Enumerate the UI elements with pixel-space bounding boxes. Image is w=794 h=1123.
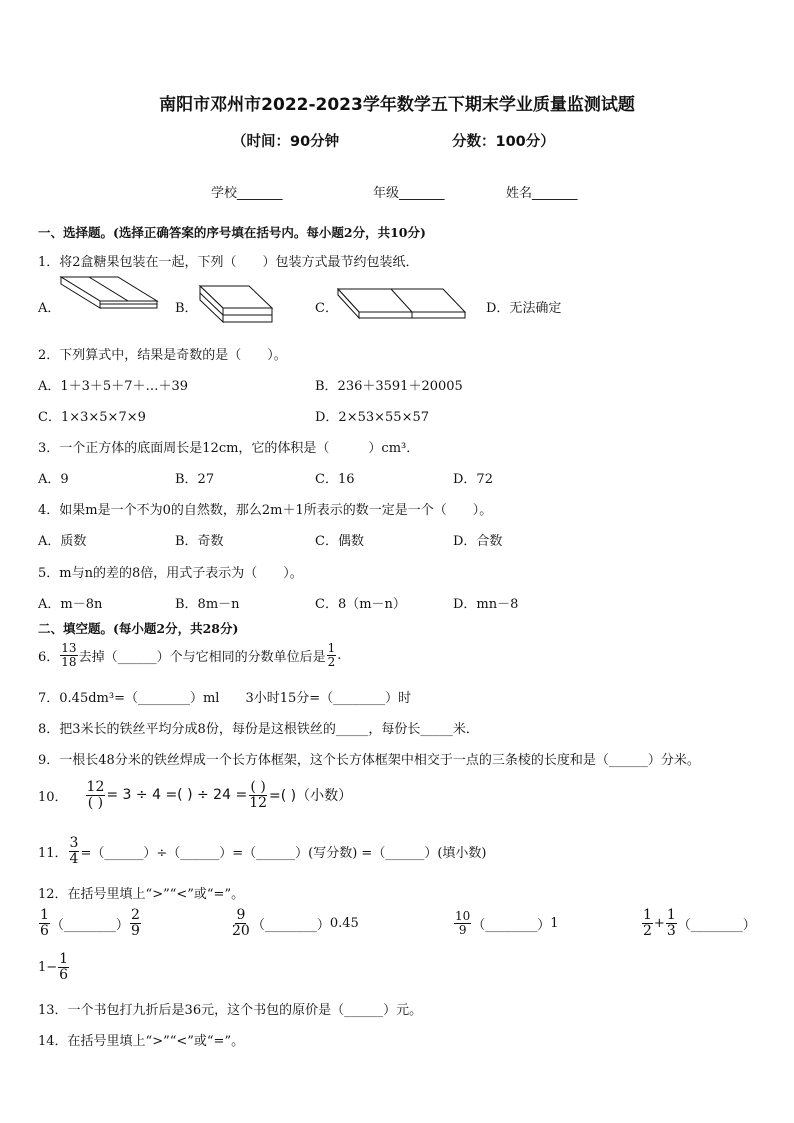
question-3-option-d[interactable]: D．72	[453, 472, 493, 487]
section-2-heading: 二、填空题。(每小题2分，共28分)	[38, 621, 239, 636]
question-1-stem: 1．将2盒糖果包装在一起，下列（ ）包装方式最节约包装纸．	[38, 255, 419, 270]
frac-num: 1	[327, 641, 336, 655]
frac-num: 2	[130, 907, 140, 923]
frac-den: 4	[69, 850, 79, 867]
question-10-tail: =( )（小数）	[269, 788, 353, 805]
fraction-1-6	[39, 908, 50, 938]
compare-blank[interactable]: （________）	[472, 917, 551, 933]
plus-sign: +	[653, 915, 665, 931]
compare-lead: 1−	[38, 959, 58, 975]
question-1-option-a[interactable]: A．	[38, 301, 61, 316]
question-5-option-a[interactable]: A．m－8n	[38, 597, 103, 612]
frac-den: ( )	[87, 794, 104, 811]
frac-num: 10	[455, 909, 471, 923]
fraction-blank-12	[248, 780, 268, 810]
question-2-option-c[interactable]: C．1×3×5×7×9	[38, 410, 146, 425]
question-5-option-b[interactable]: B．8m－n	[175, 597, 240, 612]
compare-item-5	[38, 952, 70, 982]
question-3-option-a[interactable]: A．9	[38, 472, 69, 487]
question-1-option-c[interactable]: C．	[315, 301, 338, 316]
compare-item-3	[453, 910, 559, 936]
section-1-heading: 一、选择题。(选择正确答案的序号填在括号内。每小题2分，共10分)	[38, 225, 426, 240]
question-2-option-a[interactable]: A．1＋3＋5＋7＋…＋39	[38, 379, 189, 394]
question-10-equation: = 3 ÷ 4 =( ) ÷ 24 =	[106, 787, 248, 804]
frac-num: 13	[61, 641, 77, 655]
question-7: 7．0.45dm³=（________）ml 3小时15分=（________）时	[38, 691, 412, 706]
frac-num: 1	[666, 907, 676, 923]
frac-num: 1	[40, 907, 49, 923]
question-10	[38, 780, 352, 810]
question-6-end: .	[337, 647, 342, 663]
question-5-option-c[interactable]: C．8（m－n）	[315, 597, 406, 612]
compare-item-2	[230, 908, 359, 938]
fraction-1-2	[327, 642, 337, 668]
grade-field[interactable]: 年级_______	[373, 186, 445, 201]
fraction-3-4	[69, 836, 80, 866]
frac-num: 3	[69, 835, 79, 851]
fraction-1-6	[58, 952, 69, 982]
question-2-option-d[interactable]: D．2×53×55×57	[315, 410, 429, 425]
question-14-stem: 14．在括号里填上“>”“<”或“=”。	[38, 1034, 245, 1049]
frac-den: 20	[232, 922, 250, 939]
compare-value: 1	[550, 915, 559, 931]
exam-score: 分数：100分）	[452, 134, 555, 150]
fraction-9-20	[231, 908, 251, 938]
box-arrangement-a-image	[61, 274, 161, 334]
question-13: 13．一个书包打九折后是36元，这个书包的原价是（______）元。	[38, 1003, 423, 1018]
question-4-option-b[interactable]: B．奇数	[175, 534, 224, 549]
frac-den: 12	[249, 794, 268, 811]
question-12-stem: 12．在括号里填上“>”“<”或“=”。	[38, 887, 245, 902]
question-5-option-d[interactable]: D．mn－8	[453, 597, 519, 612]
question-6	[38, 642, 341, 668]
school-field[interactable]: 学校_______	[211, 186, 283, 201]
frac-den: 18	[61, 654, 77, 669]
frac-den: 2	[327, 654, 336, 669]
compare-item-1	[38, 908, 142, 938]
frac-den: 2	[643, 922, 652, 939]
fraction-2-9	[130, 908, 141, 938]
frac-num: 1	[643, 907, 652, 923]
question-4-stem: 4．如果m是一个不为0的自然数，那么2m＋1所表示的数一定是一个（ ）。	[38, 503, 493, 518]
box-arrangement-b-image	[198, 284, 278, 326]
question-9: 9．一根长48分米的铁丝焊成一个长方体框架，这个长方体框架中相交于一点的三条棱的长度和是（______）分米。	[38, 753, 700, 768]
question-6-number: 6．	[38, 649, 60, 665]
question-11	[38, 836, 486, 866]
fraction-10-9	[454, 910, 471, 936]
frac-num: 9	[236, 907, 246, 923]
compare-blank[interactable]: （________）	[251, 917, 330, 933]
compare-blank[interactable]: （________）	[677, 917, 756, 933]
question-4-option-c[interactable]: C．偶数	[315, 534, 364, 549]
compare-value: 0.45	[329, 915, 359, 931]
compare-item-4	[641, 908, 756, 938]
fraction-13-18	[60, 642, 77, 668]
question-5-stem: 5．m与n的差的8倍，用式子表示为（ ）。	[38, 566, 303, 581]
frac-num: 1	[59, 951, 69, 967]
question-11-number: 11．	[38, 845, 68, 861]
question-3-stem: 3．一个正方体的底面周长是12cm，它的体积是（ ）cm³．	[38, 441, 420, 456]
frac-den: 9	[458, 922, 467, 937]
exam-time: （时间：90分钟	[232, 134, 340, 150]
question-2-stem: 2．下列算式中，结果是奇数的是（ ）。	[38, 348, 287, 363]
fraction-1-3	[666, 908, 677, 938]
frac-den: 6	[40, 922, 49, 939]
question-11-text: =（______）÷（______）=（______）(写分数) =（______）(填小数)	[80, 845, 487, 861]
box-arrangement-c-image	[336, 286, 470, 322]
compare-blank[interactable]: （________）	[50, 917, 129, 933]
fraction-1-2	[642, 908, 653, 938]
question-8: 8．把3米长的铁丝平均分成8份，每份是这根铁丝的_____，每份长_____米．	[38, 722, 479, 737]
page-title: 南阳市邓州市2022-2023学年数学五下期末学业质量监测试题	[159, 95, 635, 115]
question-10-number: 10．	[38, 789, 68, 805]
question-1-option-b[interactable]: B．	[175, 301, 198, 316]
question-3-option-b[interactable]: B．27	[175, 472, 215, 487]
question-6-text: 去掉（______）个与它相同的分数单位后是	[78, 649, 326, 665]
frac-den: 3	[666, 922, 676, 939]
question-3-option-c[interactable]: C．16	[315, 472, 355, 487]
question-4-option-a[interactable]: A．质数	[38, 534, 87, 549]
question-4-option-d[interactable]: D．合数	[453, 534, 503, 549]
frac-num: ( )	[250, 779, 266, 795]
frac-den: 6	[59, 966, 69, 983]
frac-num: 12	[86, 779, 105, 795]
fraction-12-blank	[86, 780, 106, 810]
question-2-option-b[interactable]: B．236＋3591＋20005	[315, 379, 463, 394]
frac-den: 9	[130, 922, 140, 939]
question-1-option-d[interactable]: D．无法确定	[486, 301, 562, 316]
name-field[interactable]: 姓名_______	[506, 186, 578, 201]
